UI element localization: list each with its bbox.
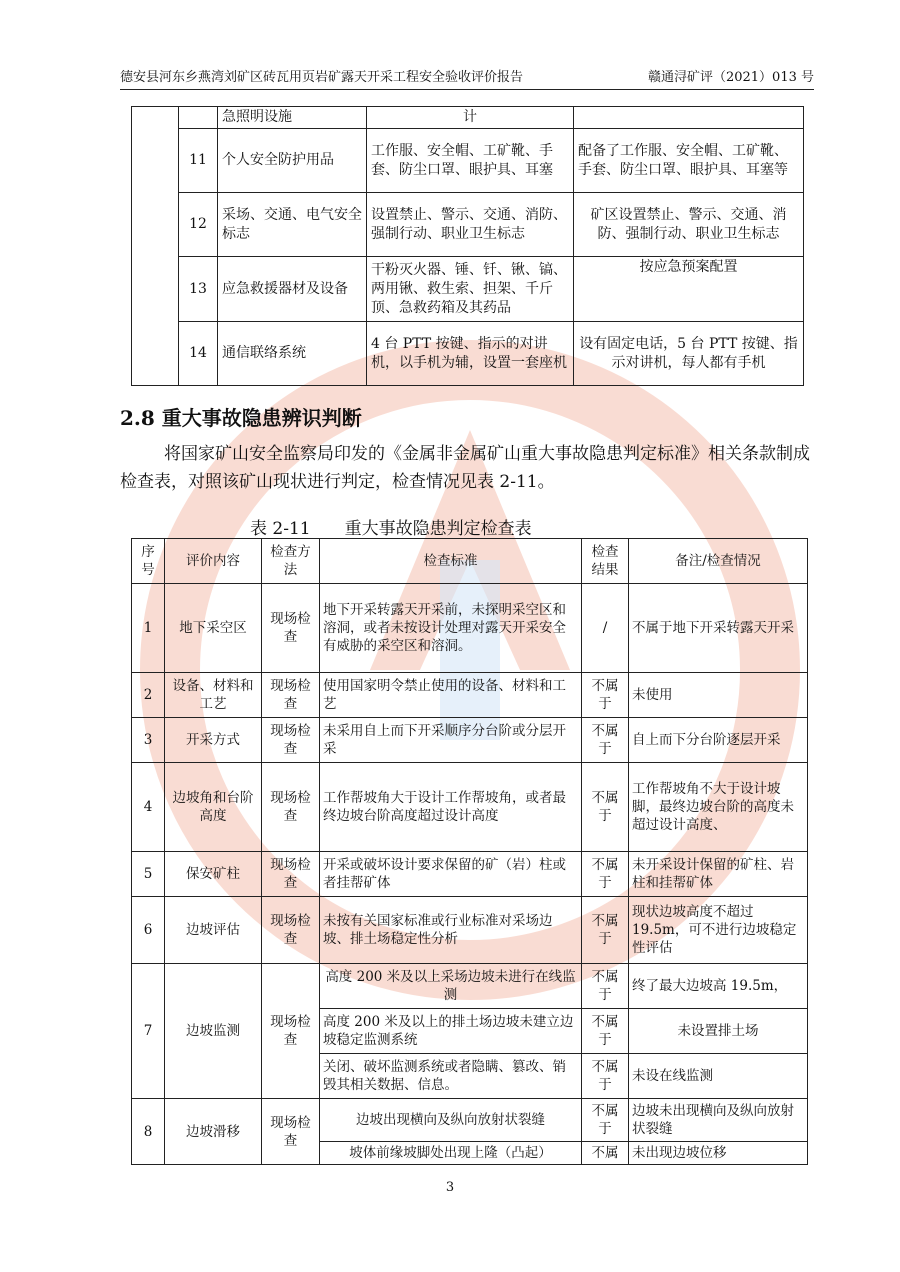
item-cell: 应急救援器材及设备 bbox=[218, 257, 367, 322]
header-no: 序号 bbox=[132, 539, 165, 584]
content-cell: 边坡评估 bbox=[165, 897, 262, 964]
table-row bbox=[132, 964, 808, 1009]
remark-cell: 未使用 bbox=[629, 673, 808, 718]
safety-facilities-table bbox=[131, 106, 804, 386]
table-cell: 计 bbox=[367, 107, 574, 129]
row-number: 2 bbox=[132, 673, 165, 718]
item-cell: 通信联络系统 bbox=[218, 322, 367, 386]
standard-cell: 未按有关国家标准或行业标准对采场边坡、排土场稳定性分析 bbox=[320, 897, 582, 964]
standard-cell: 坡体前缘坡脚处出现上隆（凸起） bbox=[320, 1142, 582, 1165]
row-number: 6 bbox=[132, 897, 165, 964]
actual-cell: 按应急预案配置 bbox=[574, 257, 804, 322]
method-cell: 现场检查 bbox=[262, 852, 320, 897]
remark-cell: 终了最大边坡高 19.5m， bbox=[629, 964, 808, 1009]
method-cell: 现场检查 bbox=[262, 673, 320, 718]
remark-cell: 自上而下分台阶逐层开采 bbox=[629, 718, 808, 763]
actual-cell: 配备了工作服、安全帽、工矿靴、手套、防尘口罩、眼护具、耳塞等 bbox=[574, 129, 804, 193]
method-cell: 现场检查 bbox=[262, 763, 320, 852]
row-number: 7 bbox=[132, 964, 165, 1099]
method-cell: 现场检查 bbox=[262, 897, 320, 964]
remark-cell: 未设在线监测 bbox=[629, 1054, 808, 1099]
standard-cell: 工作帮坡角大于设计工作帮坡角，或者最终边坡台阶高度超过设计高度 bbox=[320, 763, 582, 852]
table-cell bbox=[132, 107, 179, 386]
result-cell: 不属于 bbox=[582, 718, 629, 763]
result-cell: 不属于 bbox=[582, 1054, 629, 1099]
table-row bbox=[132, 584, 808, 673]
table-row bbox=[132, 897, 808, 964]
row-number: 5 bbox=[132, 852, 165, 897]
result-cell: 不属 bbox=[582, 1142, 629, 1165]
content-cell: 地下采空区 bbox=[165, 584, 262, 673]
caption-title: 重大事故隐患判定检查表 bbox=[344, 519, 532, 539]
header-method: 检查方法 bbox=[262, 539, 320, 584]
table-row bbox=[132, 852, 808, 897]
requirement-cell: 工作服、安全帽、工矿靴、手套、防尘口罩、眼护具、耳塞 bbox=[367, 129, 574, 193]
table-caption bbox=[250, 514, 566, 539]
requirement-cell: 4 台 PTT 按键、指示的对讲机，以手机为辅，设置一套座机 bbox=[367, 322, 574, 386]
content-cell: 开采方式 bbox=[165, 718, 262, 763]
actual-cell: 设有固定电话，5 台 PTT 按键、指示对讲机，每人都有手机 bbox=[574, 322, 804, 386]
table-cell bbox=[574, 107, 804, 129]
page-number: 3 bbox=[445, 1180, 455, 1195]
remark-cell: 边坡未出现横向及纵向放射状裂缝 bbox=[629, 1099, 808, 1142]
table-row bbox=[132, 763, 808, 852]
item-cell: 个人安全防护用品 bbox=[218, 129, 367, 193]
requirement-cell: 干粉灭火器、锤、钎、锹、镐、两用锹、救生索、担架、千斤顶、急救药箱及其药品 bbox=[367, 257, 574, 322]
remark-cell: 未开采设计保留的矿柱、岩柱和挂帮矿体 bbox=[629, 852, 808, 897]
result-cell: 不属于 bbox=[582, 673, 629, 718]
header-standard: 检查标准 bbox=[320, 539, 582, 584]
standard-cell: 边坡出现横向及纵向放射状裂缝 bbox=[320, 1099, 582, 1142]
table-row bbox=[132, 257, 804, 322]
content-cell: 设备、材料和工艺 bbox=[165, 673, 262, 718]
remark-cell: 工作帮坡角不大于设计坡脚，最终边坡台阶的高度未超过设计高度、 bbox=[629, 763, 808, 852]
result-cell: 不属于 bbox=[582, 852, 629, 897]
standard-cell: 地下开采转露天开采前，未探明采空区和溶洞，或者未按设计处理对露天开采安全有威胁的采空区和溶洞。 bbox=[320, 584, 582, 673]
table-row bbox=[132, 129, 804, 193]
content-cell: 边坡角和台阶高度 bbox=[165, 763, 262, 852]
table-header-row bbox=[132, 539, 808, 584]
result-cell: / bbox=[582, 584, 629, 673]
remark-cell: 未出现边坡位移 bbox=[629, 1142, 808, 1165]
header-result: 检查结果 bbox=[582, 539, 629, 584]
content-cell: 边坡监测 bbox=[165, 964, 262, 1099]
header-content: 评价内容 bbox=[165, 539, 262, 584]
header-remark: 备注/检查情况 bbox=[629, 539, 808, 584]
result-cell: 不属于 bbox=[582, 763, 629, 852]
row-number: 12 bbox=[179, 193, 218, 257]
table-row bbox=[132, 322, 804, 386]
table-row bbox=[132, 193, 804, 257]
method-cell: 现场检查 bbox=[262, 584, 320, 673]
header-left: 德安县河东乡燕湾刘矿区砖瓦用页岩矿露天开采工程安全验收评价报告 bbox=[120, 70, 524, 85]
item-cell: 采场、交通、电气安全标志 bbox=[218, 193, 367, 257]
table-row bbox=[132, 718, 808, 763]
row-number: 13 bbox=[179, 257, 218, 322]
result-cell: 不属于 bbox=[582, 1099, 629, 1142]
row-number: 8 bbox=[132, 1099, 165, 1165]
method-cell: 现场检查 bbox=[262, 718, 320, 763]
table-row bbox=[132, 1099, 808, 1142]
remark-cell: 未设置排土场 bbox=[629, 1009, 808, 1054]
table-cell: 急照明设施 bbox=[218, 107, 367, 129]
row-number: 11 bbox=[179, 129, 218, 193]
section-paragraph: 将国家矿山安全监察局印发的《金属非金属矿山重大事故隐患判定标准》相关条款制成检查表，对照该矿山现状进行判定，检查情况见表 2-11。 bbox=[120, 444, 810, 492]
actual-cell: 矿区设置禁止、警示、交通、消防、强制行动、职业卫生标志 bbox=[574, 193, 804, 257]
method-cell: 现场检查 bbox=[262, 964, 320, 1099]
row-number: 14 bbox=[179, 322, 218, 386]
standard-cell: 高度 200 米及以上采场边坡未进行在线监测 bbox=[320, 964, 582, 1009]
content-cell: 边坡滑移 bbox=[165, 1099, 262, 1165]
section-title: 2.8 重大事故隐患辨识判断 bbox=[120, 406, 362, 430]
table-row bbox=[132, 107, 804, 129]
standard-cell: 高度 200 米及以上的排土场边坡未建立边坡稳定监测系统 bbox=[320, 1009, 582, 1054]
method-cell: 现场检查 bbox=[262, 1099, 320, 1165]
remark-cell: 现状边坡高度不超过 19.5m，可不进行边坡稳定性评估 bbox=[629, 897, 808, 964]
caption-number: 表 2-11 bbox=[250, 519, 311, 539]
requirement-cell: 设置禁止、警示、交通、消防、强制行动、职业卫生标志 bbox=[367, 193, 574, 257]
standard-cell: 关闭、破坏监测系统或者隐瞒、篡改、销毁其相关数据、信息。 bbox=[320, 1054, 582, 1099]
row-number: 4 bbox=[132, 763, 165, 852]
result-cell: 不属于 bbox=[582, 964, 629, 1009]
header-rule bbox=[120, 89, 814, 90]
table-row bbox=[132, 673, 808, 718]
standard-cell: 使用国家明令禁止使用的设备、材料和工艺 bbox=[320, 673, 582, 718]
row-number: 3 bbox=[132, 718, 165, 763]
table-cell bbox=[179, 107, 218, 129]
standard-cell: 开采或破坏设计要求保留的矿（岩）柱或者挂帮矿体 bbox=[320, 852, 582, 897]
row-number: 1 bbox=[132, 584, 165, 673]
remark-cell: 不属于地下开采转露天开采 bbox=[629, 584, 808, 673]
hazard-check-table bbox=[131, 538, 808, 1165]
result-cell: 不属于 bbox=[582, 1009, 629, 1054]
content-cell: 保安矿柱 bbox=[165, 852, 262, 897]
standard-cell: 未采用自上而下开采顺序分台阶或分层开采 bbox=[320, 718, 582, 763]
header-right: 赣通浔矿评（2021）013 号 bbox=[647, 70, 814, 85]
result-cell: 不属于 bbox=[582, 897, 629, 964]
